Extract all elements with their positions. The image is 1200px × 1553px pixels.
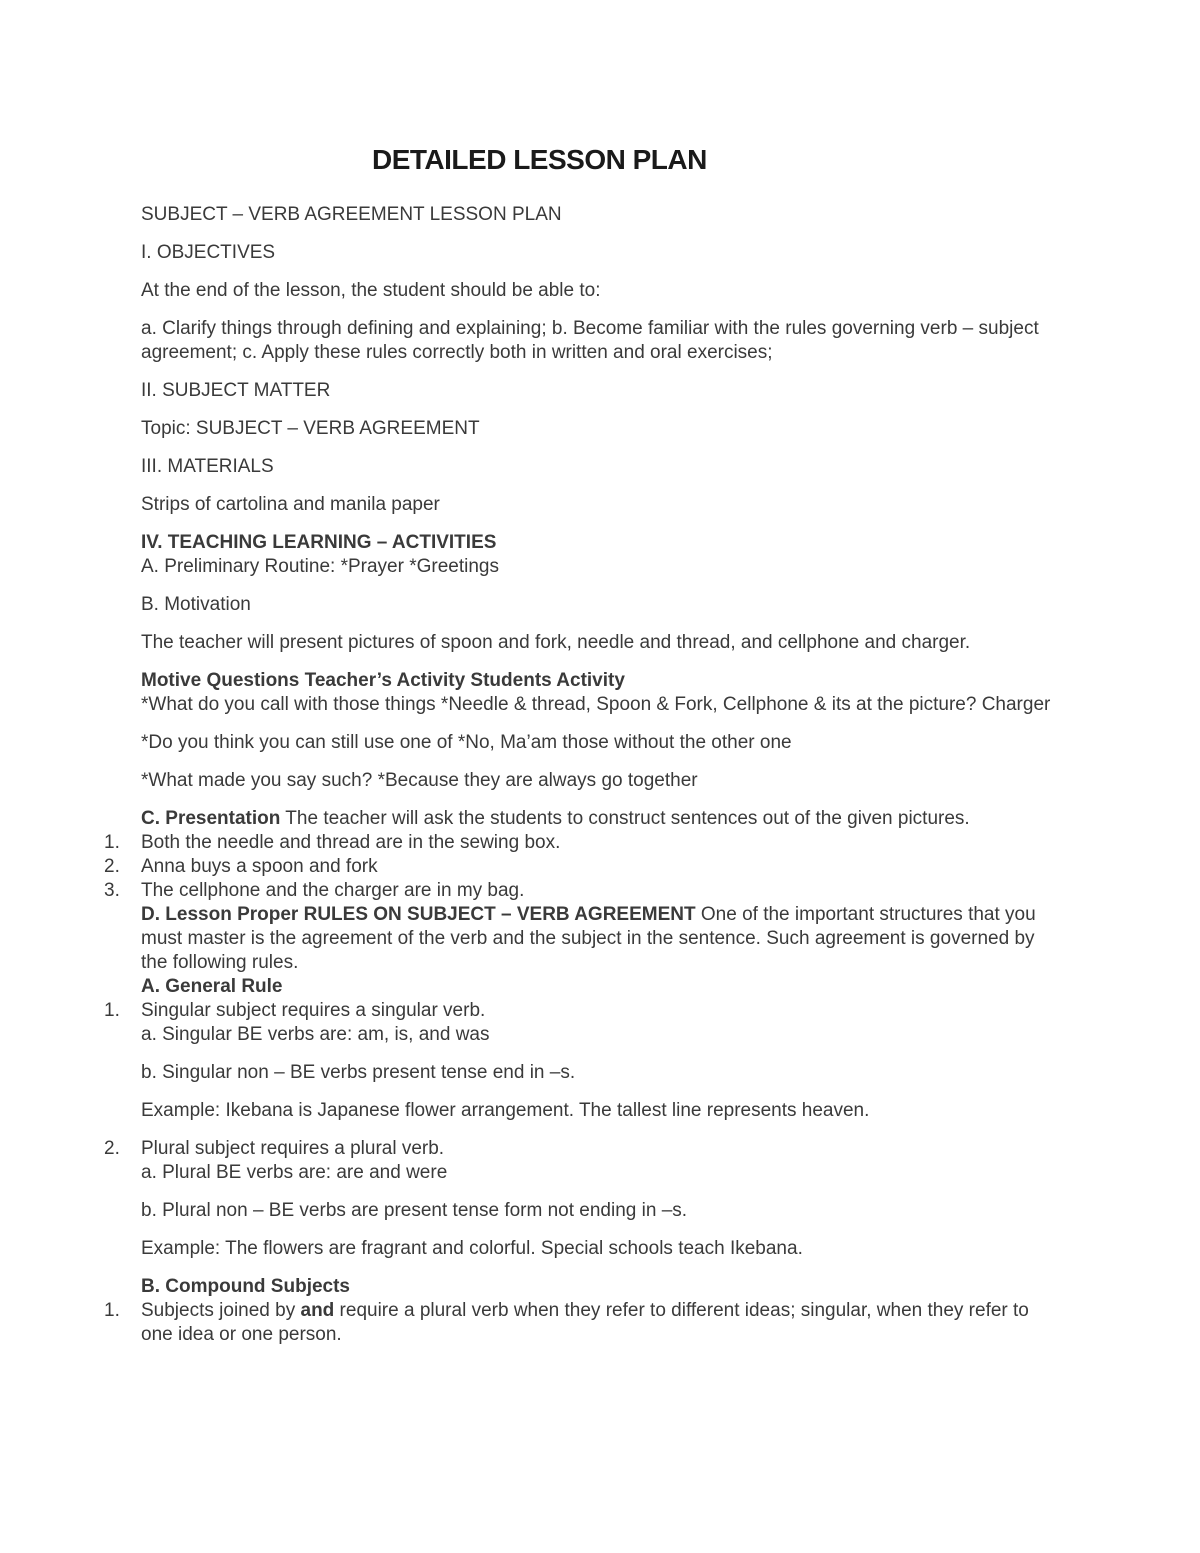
presentation-text: The teacher will ask the students to construct sentences out of the given pictures.	[280, 808, 970, 829]
materials-text: Strips of cartolina and manila paper	[141, 494, 440, 515]
presentation-heading: C. Presentation	[141, 808, 281, 829]
lesson-proper-paragraph	[141, 903, 1056, 975]
subject-line: SUBJECT – VERB AGREEMENT LESSON PLAN	[141, 204, 562, 225]
motive-question-2: *Do you think you can still use one of *No, Ma’am those without the other one	[141, 732, 792, 753]
objectives-heading: I. OBJECTIVES	[141, 242, 276, 263]
objectives-intro: At the end of the lesson, the student should be able to:	[141, 280, 601, 301]
motive-question-1: *What do you call with those things *Needle & thread, Spoon & Fork, Cellphone & its at the picture? Charger	[141, 694, 1051, 715]
list-item	[104, 1137, 1056, 1161]
lesson-proper-text: One of the important structures that you must master is the agreement of the verb and the subject in the sentence. Such agreement is governed by the following rules.	[141, 904, 1036, 973]
rule-1-example: Example: Ikebana is Japanese flower arrangement. The tallest line represents heaven.	[141, 1100, 870, 1121]
rule-2b: b. Plural non – BE verbs are present tense form not ending in –s.	[141, 1200, 688, 1221]
compound-text-before: Subjects joined by	[141, 1300, 301, 1321]
objectives-list: a. Clarify things through defining and explaining; b. Become familiar with the rules governing verb – subject agreement; c. Apply these rules correctly both in written and oral exercises;	[141, 318, 1039, 363]
list-text: Anna buys a spoon and fork	[141, 856, 378, 877]
document-title: DETAILED LESSON PLAN	[372, 144, 707, 175]
list-item	[104, 879, 1056, 903]
materials-heading: III. MATERIALS	[141, 456, 274, 477]
list-item	[104, 1299, 1056, 1347]
compound-text-after: require a plural verb when they refer to different ideas; singular, when they refer to one idea or one person.	[141, 1300, 1029, 1345]
presentation-paragraph	[141, 807, 1056, 831]
compound-subjects-heading: B. Compound Subjects	[141, 1276, 350, 1297]
list-item	[104, 855, 1056, 879]
rule-2a: a. Plural BE verbs are: are and were	[141, 1162, 448, 1183]
activities-heading: IV. TEACHING LEARNING – ACTIVITIES	[141, 532, 497, 553]
subject-matter-heading: II. SUBJECT MATTER	[141, 380, 331, 401]
rule-1a: a. Singular BE verbs are: am, is, and was	[141, 1024, 490, 1045]
rule-1b: b. Singular non – BE verbs present tense end in –s.	[141, 1062, 576, 1083]
list-number: 1.	[104, 1000, 120, 1021]
motivation-heading: B. Motivation	[141, 594, 251, 615]
compound-keyword: and	[300, 1300, 335, 1321]
motivation-text: The teacher will present pictures of spoon and fork, needle and thread, and cellphone and charger.	[141, 632, 971, 653]
motive-question-3: *What made you say such? *Because they are always go together	[141, 770, 698, 791]
list-text: Both the needle and thread are in the sewing box.	[141, 832, 561, 853]
list-item	[104, 831, 1056, 855]
subject-matter-topic: Topic: SUBJECT – VERB AGREEMENT	[141, 418, 480, 439]
list-number: 2.	[104, 856, 120, 877]
rule-2-example: Example: The flowers are fragrant and colorful. Special schools teach Ikebana.	[141, 1238, 803, 1259]
list-number: 1.	[104, 1300, 120, 1321]
list-text: The cellphone and the charger are in my bag.	[141, 880, 525, 901]
document-body	[104, 203, 1056, 1347]
motive-questions-heading: Motive Questions Teacher’s Activity Students Activity	[141, 670, 625, 691]
list-number: 2.	[104, 1138, 120, 1159]
general-rule-heading: A. General Rule	[141, 976, 283, 997]
rule-1: Singular subject requires a singular verb.	[141, 1000, 486, 1021]
list-number: 1.	[104, 832, 120, 853]
rule-2: Plural subject requires a plural verb.	[141, 1138, 445, 1159]
list-number: 3.	[104, 880, 120, 901]
preliminary-routine: A. Preliminary Routine: *Prayer *Greetings	[141, 556, 499, 577]
list-item	[104, 999, 1056, 1023]
lesson-proper-heading: D. Lesson Proper RULES ON SUBJECT – VERB AGREEMENT	[141, 904, 696, 925]
